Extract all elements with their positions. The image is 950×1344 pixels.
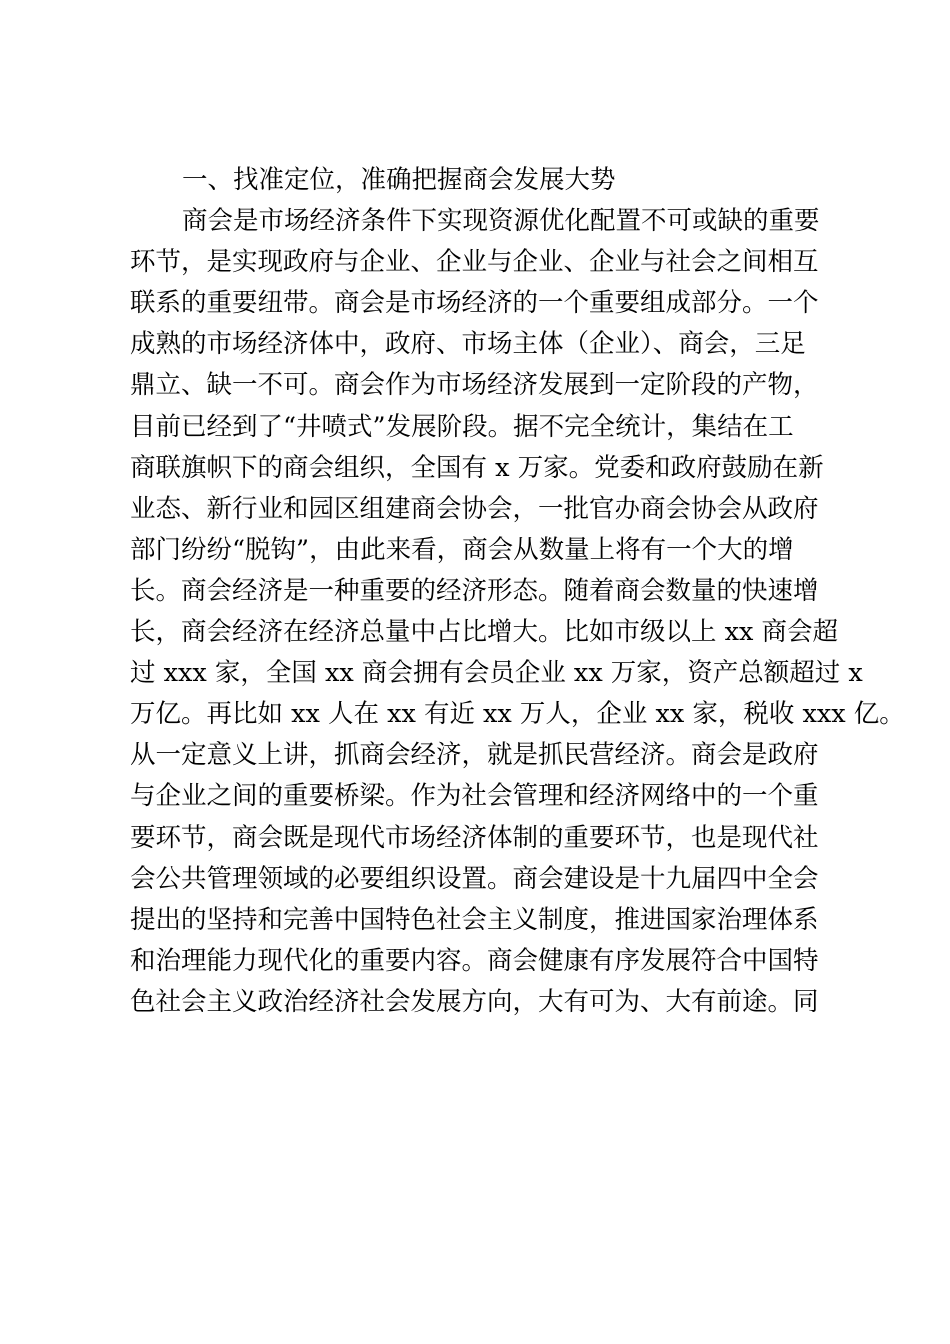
paragraph-line: 部门纷纷“脱钩”，由此来看，商会从数量上将有一个大的增 <box>130 534 794 565</box>
paragraph-line: 业态、新行业和园区组建商会协会，一批官办商会协会从政府 <box>130 493 819 524</box>
paragraph-line: 目前已经到了“井喷式”发展阶段。据不完全统计，集结在工 <box>130 411 794 442</box>
paragraph-line: 环节，是实现政府与企业、企业与企业、企业与社会之间相互 <box>130 247 819 278</box>
paragraph-line: 从一定意义上讲，抓商会经济，就是抓民营经济。商会是政府 <box>130 740 819 771</box>
paragraph-line: 联系的重要纽带。商会是市场经济的一个重要组成部分。一个 <box>130 288 819 319</box>
paragraph-line: 商联旗帜下的商会组织，全国有 x 万家。党委和政府鼓励在新 <box>130 452 824 483</box>
paragraph-line: 万亿。再比如 xx 人在 xx 有近 xx 万人，企业 xx 家，税收 xxx 亿。 <box>130 699 905 730</box>
paragraph-line: 鼎立、缺一不可。商会作为市场经济发展到一定阶段的产物， <box>130 370 819 401</box>
paragraph-line: 会公共管理领域的必要组织设置。商会建设是十九届四中全会 <box>130 863 819 894</box>
document-body <box>130 160 905 1023</box>
paragraph-line: 商会是市场经济条件下实现资源优化配置不可或缺的重要 <box>182 206 820 237</box>
paragraph-line: 成熟的市场经济体中，政府、市场主体（企业）、商会，三足 <box>130 329 806 360</box>
paragraph-line: 提出的坚持和完善中国特色社会主义制度，推进国家治理体系 <box>130 904 819 935</box>
paragraph-line: 要环节，商会既是现代市场经济体制的重要环节，也是现代社 <box>130 822 819 853</box>
section-heading: 一、找准定位，准确把握商会发展大势 <box>182 165 616 195</box>
paragraph-line: 色社会主义政治经济社会发展方向，大有可为、大有前途。同 <box>130 986 819 1017</box>
paragraph-line: 和治理能力现代化的重要内容。商会健康有序发展符合中国特 <box>130 945 819 976</box>
paragraph-line: 与企业之间的重要桥梁。作为社会管理和经济网络中的一个重 <box>130 781 819 812</box>
paragraph-line: 长，商会经济在经济总量中占比增大。比如市级以上 xx 商会超 <box>130 617 838 648</box>
paragraph-line: 过 xxx 家，全国 xx 商会拥有会员企业 xx 万家，资产总额超过 x <box>130 658 863 689</box>
paragraph-line: 长。商会经济是一种重要的经济形态。随着商会数量的快速增 <box>130 575 819 606</box>
